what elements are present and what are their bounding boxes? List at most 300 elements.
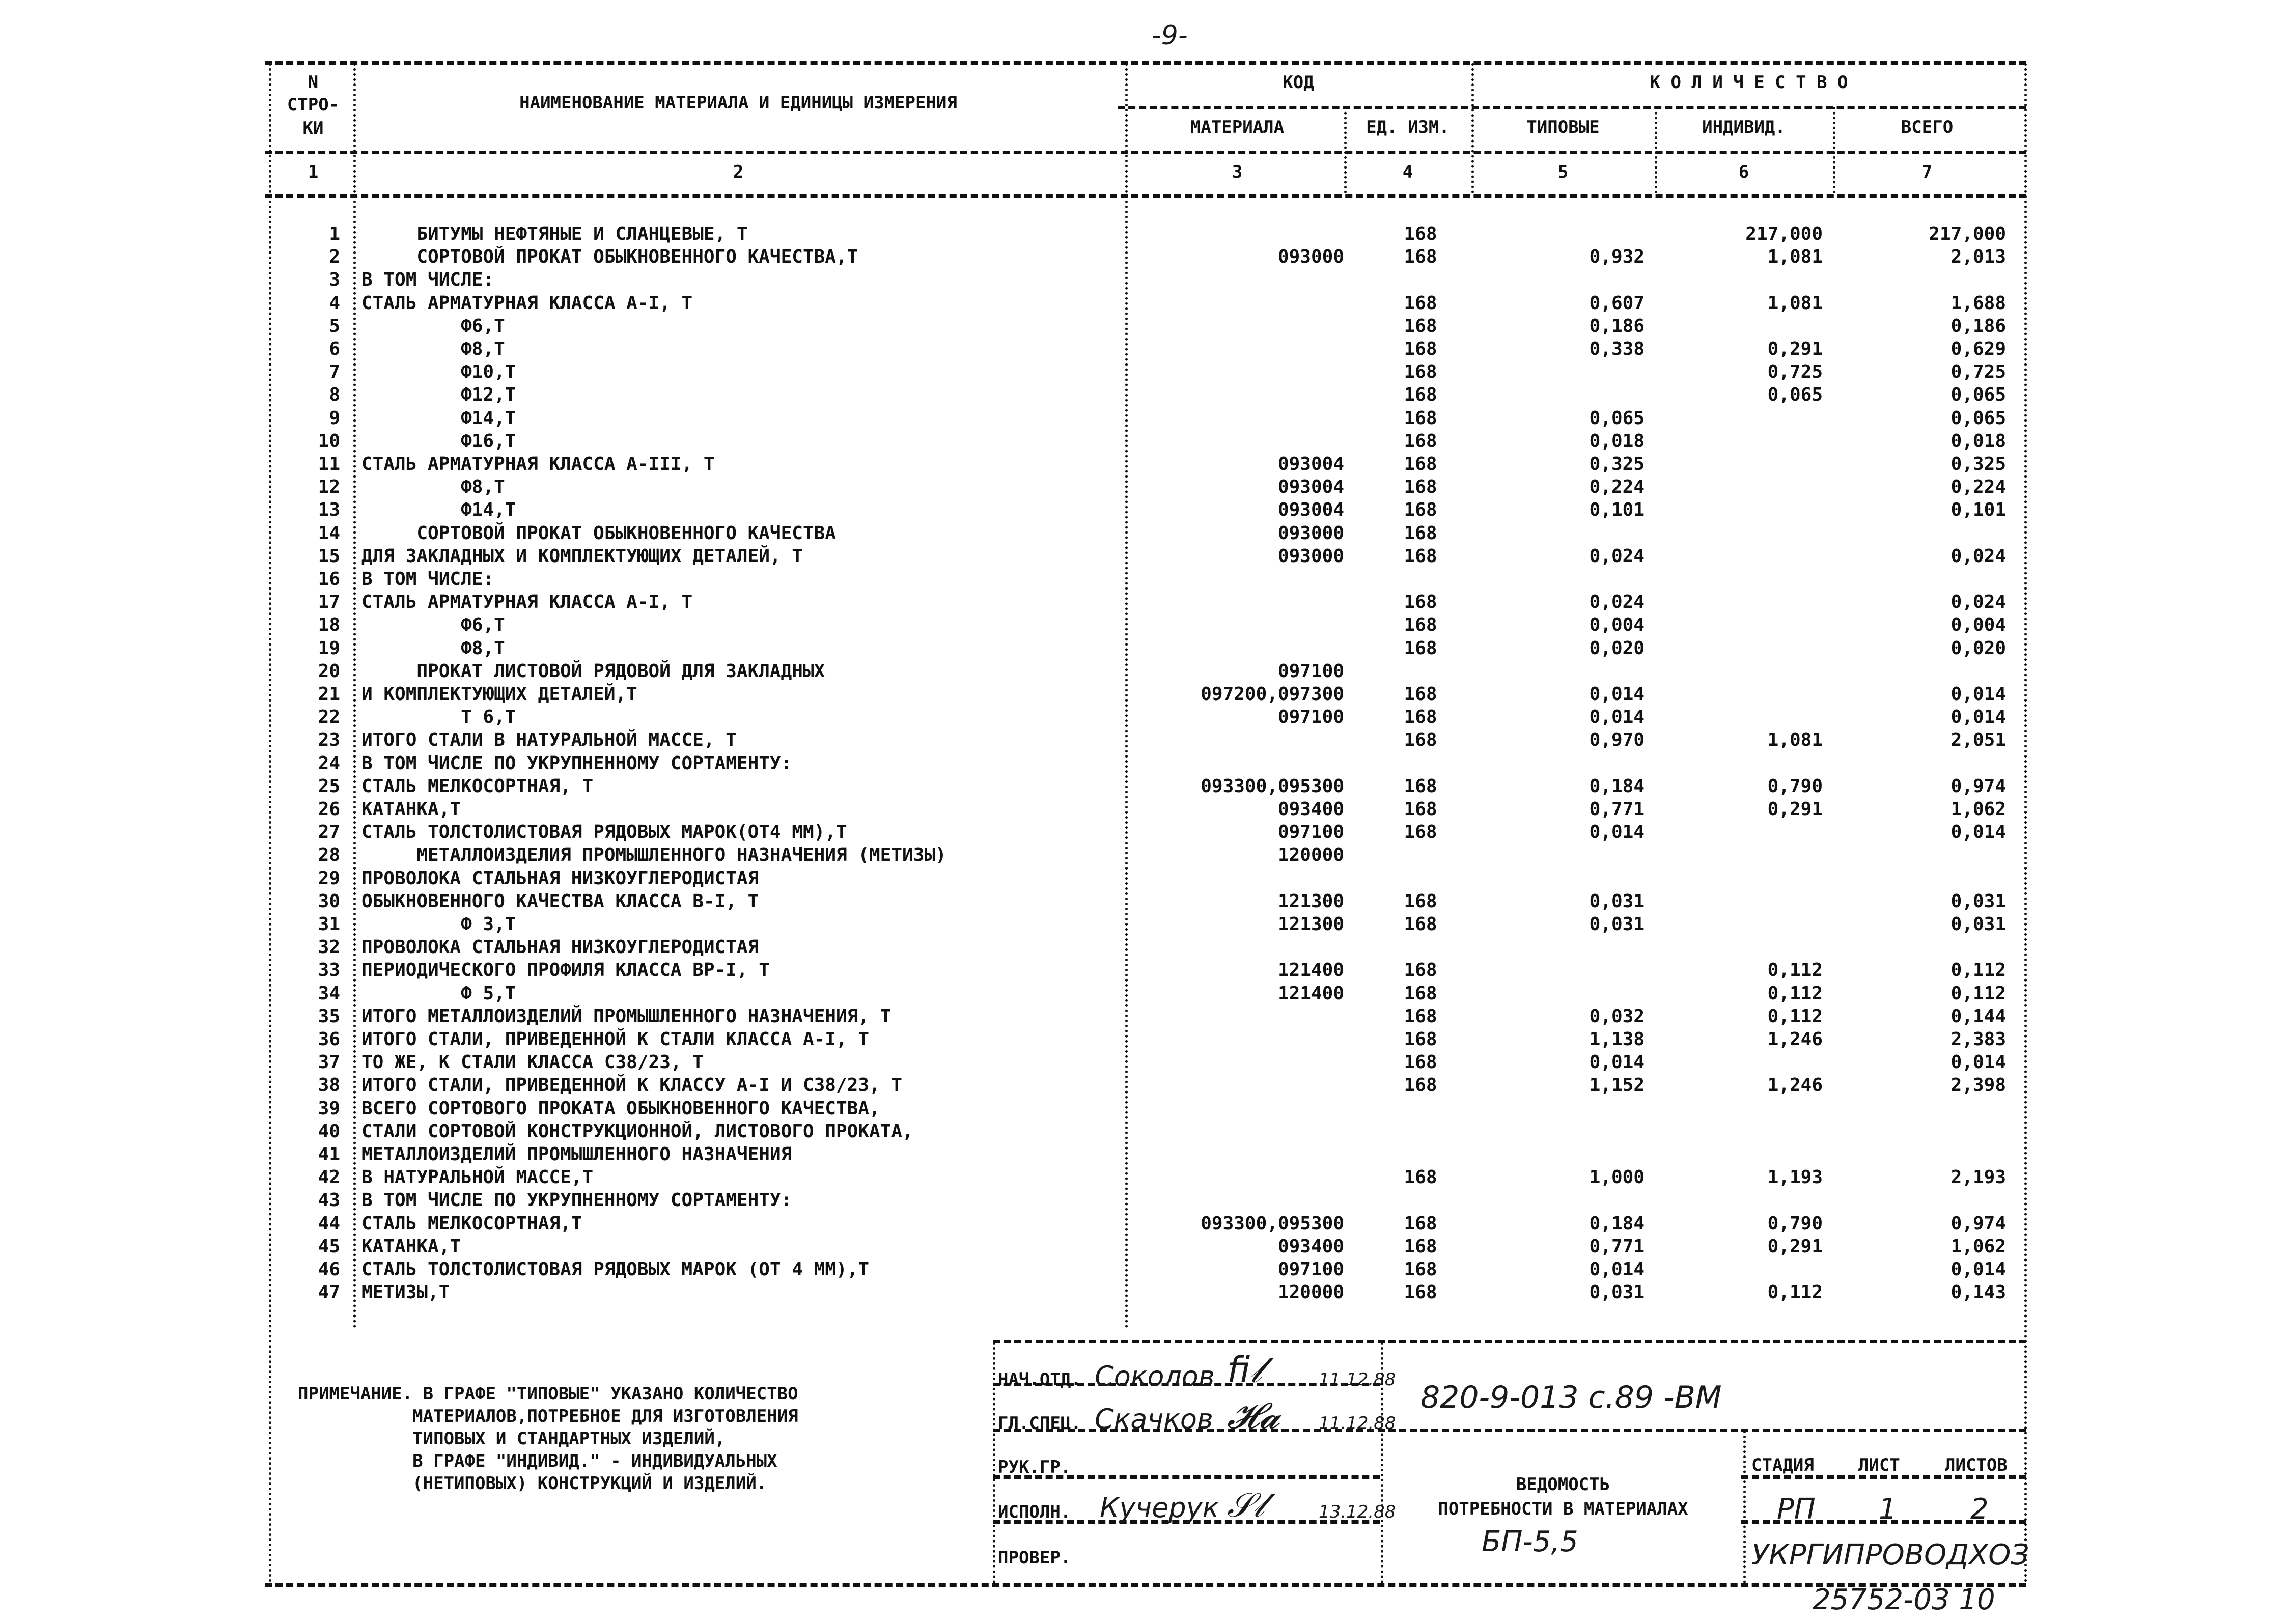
row-individual: 0,291 [1767, 1236, 1823, 1257]
group-head-label: РУК.ГР. [998, 1457, 1071, 1477]
table-row [0, 1121, 2285, 1143]
row-unit: 168 [1404, 522, 1437, 544]
row-individual: 1,081 [1767, 292, 1823, 314]
row-number: 44 [318, 1213, 340, 1234]
row-individual: 0,065 [1767, 384, 1823, 406]
row-unit: 168 [1404, 1075, 1437, 1096]
row-name: СОРТОВОЙ ПРОКАТ ОБЫКНОВЕННОГО КАЧЕСТВА [361, 522, 836, 544]
row-total: 1,062 [1950, 1236, 2006, 1257]
row-number: 36 [318, 1029, 340, 1050]
colnum-1: 1 [308, 162, 319, 182]
row-unit: 168 [1404, 292, 1437, 314]
row-unit: 168 [1404, 1282, 1437, 1303]
row-code: 093004 [1277, 499, 1344, 521]
row-unit: 168 [1404, 384, 1437, 406]
table-row [0, 890, 2285, 913]
row-typical: 0,101 [1589, 499, 1645, 521]
row-individual: 0,725 [1767, 361, 1823, 383]
table-row [0, 1258, 2285, 1281]
row-number: 47 [318, 1282, 340, 1303]
row-name: ИТОГО СТАЛИ В НАТУРАЛЬНОЙ МАССЕ, Т [361, 730, 737, 751]
head-dept-date: 11.12.88 [1319, 1369, 1396, 1390]
row-typical: 0,224 [1589, 477, 1645, 498]
row-number: 22 [318, 707, 340, 728]
row-individual: 0,112 [1767, 983, 1823, 1004]
row-total: 2,398 [1950, 1075, 2006, 1096]
colnum-6: 6 [1738, 162, 1749, 182]
row-code: 093400 [1277, 799, 1344, 820]
page-number: -9- [1152, 20, 1188, 51]
row-typical: 0,014 [1589, 1259, 1645, 1280]
table-row [0, 269, 2285, 291]
table-row [0, 522, 2285, 545]
row-name: МЕТАЛЛОИЗДЕЛИЙ ПРОМЫШЛЕННОГО НАЗНАЧЕНИЯ [361, 1144, 792, 1165]
row-total: 0,974 [1950, 775, 2006, 797]
executor-name: Кучерук [1100, 1492, 1219, 1524]
sheets-value: 2 [1970, 1493, 1989, 1526]
row-name: СТАЛЬ МЕЛКОСОРТНАЯ,Т [361, 1213, 582, 1234]
row-total: 0,325 [1950, 454, 2006, 474]
row-total: 0,974 [1950, 1213, 2006, 1234]
row-total: 217,000 [1929, 223, 2006, 244]
sheets-label: ЛИСТОВ [1945, 1455, 2008, 1475]
row-name: СТАЛИ СОРТОВОЙ КОНСТРУКЦИОННОЙ, ЛИСТОВОГО ПРОКАТА, [361, 1121, 913, 1142]
header-rowno-1: N [308, 72, 319, 93]
row-number: 46 [318, 1259, 340, 1280]
tb-left [993, 1342, 995, 1583]
table-row [0, 1143, 2285, 1166]
row-name: СТАЛЬ АРМАТУРНАЯ КЛАССА А-I, Т [361, 592, 693, 613]
row-total: 0,014 [1950, 1259, 2006, 1280]
table-top-border [265, 61, 2026, 65]
row-code: 121400 [1277, 983, 1344, 1004]
row-name: ОБЫКНОВЕННОГО КАЧЕСТВА КЛАССА В-I, Т [361, 890, 759, 912]
table-row [0, 1051, 2285, 1074]
row-unit: 168 [1404, 339, 1437, 359]
row-name: ИТОГО СТАЛИ, ПРИВЕДЕННОЙ К СТАЛИ КЛАССА А-I, Т [361, 1029, 869, 1050]
table-row [0, 591, 2285, 613]
head-dept-label: НАЧ.ОТД. [998, 1369, 1081, 1390]
row-name: СТАЛЬ АРМАТУРНАЯ КЛАССА А-I, Т [361, 292, 693, 314]
row-name: МЕТАЛЛОИЗДЕЛИЯ ПРОМЫШЛЕННОГО НАЗНАЧЕНИЯ (МЕТИЗЫ) [361, 845, 946, 866]
row-name: Ф6,Т [361, 315, 505, 337]
row-number: 17 [318, 592, 340, 613]
table-row [0, 660, 2285, 683]
row-total: 0,144 [1950, 1005, 2006, 1027]
row-number: 37 [318, 1052, 340, 1073]
row-code: 097100 [1277, 822, 1344, 843]
row-individual: 1,081 [1767, 246, 1823, 268]
row-unit: 168 [1404, 1167, 1437, 1188]
row-unit: 168 [1404, 246, 1437, 268]
row-number: 2 [329, 246, 340, 268]
row-code: 093000 [1277, 246, 1344, 268]
table-row [0, 1028, 2285, 1051]
row-typical: 0,970 [1589, 730, 1645, 751]
head-dept-signature: ﬁ𝓁 [1227, 1349, 1262, 1391]
header-name-title: НАИМЕНОВАНИЕ МАТЕРИАЛА И ЕДИНИЦЫ ИЗМЕРЕНИЯ [519, 93, 957, 113]
row-unit: 168 [1404, 637, 1437, 659]
row-individual: 0,790 [1767, 1213, 1823, 1234]
tb-stage-left [1743, 1431, 1746, 1583]
row-name: Ф6,Т [361, 614, 505, 636]
row-individual: 1,246 [1767, 1029, 1823, 1050]
colnum-2: 2 [733, 162, 744, 182]
executor-date: 13.12.88 [1319, 1502, 1396, 1522]
row-name: СТАЛЬ ТОЛСТОЛИСТОВАЯ РЯДОВЫХ МАРОК (ОТ 4 ММ),Т [361, 1259, 869, 1280]
row-typical: 0,065 [1589, 407, 1645, 429]
row-name: ПРОВОЛОКА СТАЛЬНАЯ НИЗКОУГЛЕРОДИСТАЯ [361, 867, 759, 889]
colnum-3: 3 [1232, 162, 1243, 182]
table-row [0, 983, 2285, 1005]
row-total: 0,014 [1950, 707, 2006, 728]
row-individual: 1,246 [1767, 1075, 1823, 1096]
note-line: (НЕТИПОВЫХ) КОНСТРУКЦИЙ И ИЗДЕЛИЙ. [298, 1473, 767, 1494]
row-number: 8 [329, 384, 340, 406]
header-rowno-2: СТРО- [287, 95, 340, 115]
row-name: ИТОГО СТАЛИ, ПРИВЕДЕННОЙ К КЛАССУ А-I И С38/23, Т [361, 1075, 903, 1096]
row-unit: 168 [1404, 407, 1437, 429]
row-name: ИТОГО МЕТАЛЛОИЗДЕЛИЙ ПРОМЫШЛЕННОГО НАЗНАЧЕНИЯ, Т [361, 1005, 891, 1027]
table-row [0, 844, 2285, 866]
row-total: 0,031 [1950, 914, 2006, 935]
header-rowno-3: КИ [302, 118, 324, 138]
row-number: 10 [318, 430, 340, 452]
row-individual: 1,193 [1767, 1167, 1823, 1188]
row-typical: 0,031 [1589, 914, 1645, 935]
row-individual: 0,291 [1767, 339, 1823, 359]
table-row [0, 476, 2285, 498]
row-number: 12 [318, 477, 340, 498]
table-row [0, 407, 2285, 430]
table-row [0, 959, 2285, 982]
row-code: 093300,095300 [1201, 775, 1344, 797]
colnum-4: 4 [1402, 162, 1413, 182]
row-total: 0,101 [1950, 499, 2006, 521]
note-line: ТИПОВЫХ И СТАНДАРТНЫХ ИЗДЕЛИЙ, [298, 1429, 726, 1449]
table-bottom-border [265, 1583, 2026, 1587]
row-number: 5 [329, 315, 340, 337]
row-total: 0,224 [1950, 477, 2006, 498]
row-name: Ф8,Т [361, 637, 505, 659]
row-total: 0,024 [1950, 545, 2006, 567]
qty-subheader-divider [1118, 106, 2026, 109]
row-unit: 168 [1404, 707, 1437, 728]
row-code: 121400 [1277, 960, 1344, 981]
row-typical: 0,771 [1589, 799, 1645, 820]
table-row [0, 338, 2285, 360]
row-name: БИТУМЫ НЕФТЯНЫЕ И СЛАНЦЕВЫЕ, Т [361, 223, 748, 244]
row-code: 120000 [1277, 1282, 1344, 1303]
row-total: 0,065 [1950, 384, 2006, 406]
row-total: 0,024 [1950, 592, 2006, 613]
row-number: 25 [318, 775, 340, 797]
row-name: КАТАНКА,Т [361, 799, 461, 820]
table-row [0, 315, 2285, 338]
row-total: 1,062 [1950, 799, 2006, 820]
row-unit: 168 [1404, 477, 1437, 498]
row-unit: 168 [1404, 499, 1437, 521]
table-row [0, 1098, 2285, 1120]
table-row [0, 1166, 2285, 1189]
row-total: 0,014 [1950, 684, 2006, 705]
table-row [0, 568, 2285, 591]
row-total: 0,629 [1950, 339, 2006, 359]
row-number: 28 [318, 845, 340, 866]
row-name: Ф 5,Т [361, 983, 516, 1004]
colnum-5: 5 [1557, 162, 1569, 182]
row-typical: 0,325 [1589, 454, 1645, 474]
row-typical: 1,000 [1589, 1167, 1645, 1188]
row-total: 0,725 [1950, 361, 2006, 383]
row-individual: 0,790 [1767, 775, 1823, 797]
document-code: 820-9-013 с.89 -ВМ [1420, 1380, 1722, 1415]
table-row [0, 913, 2285, 936]
table-row [0, 223, 2285, 245]
header-material: МАТЕРИАЛА [1190, 117, 1285, 137]
row-typical: 0,031 [1589, 1282, 1645, 1303]
row-number: 42 [318, 1167, 340, 1188]
table-row [0, 361, 2285, 383]
row-typical: 0,184 [1589, 1213, 1645, 1234]
row-number: 38 [318, 1075, 340, 1096]
row-unit: 168 [1404, 1236, 1437, 1257]
row-number: 34 [318, 983, 340, 1004]
row-number: 24 [318, 752, 340, 774]
row-number: 30 [318, 890, 340, 912]
row-unit: 168 [1404, 890, 1437, 912]
row-code: 097100 [1277, 707, 1344, 728]
table-row [0, 430, 2285, 453]
row-unit: 168 [1404, 430, 1437, 452]
row-name: СТАЛЬ АРМАТУРНАЯ КЛАССА А-III, Т [361, 454, 715, 474]
colnum-divider [265, 194, 2026, 198]
row-individual: 0,291 [1767, 799, 1823, 820]
row-name: Ф12,Т [361, 384, 516, 406]
row-unit: 168 [1404, 1259, 1437, 1280]
row-unit: 168 [1404, 315, 1437, 337]
object-name: БП-5,5 [1482, 1525, 1578, 1558]
row-number: 20 [318, 660, 340, 682]
row-unit: 168 [1404, 592, 1437, 613]
row-number: 29 [318, 867, 340, 889]
row-name: ПРОКАТ ЛИСТОВОЙ РЯДОВОЙ ДЛЯ ЗАКЛАДНЫХ [361, 660, 825, 682]
table-row [0, 246, 2285, 268]
row-unit: 168 [1404, 614, 1437, 636]
sheet-value: 1 [1879, 1493, 1897, 1526]
row-code: 097200,097300 [1201, 684, 1344, 705]
row-total: 0,014 [1950, 822, 2006, 843]
table-row [0, 292, 2285, 315]
row-name: В ТОМ ЧИСЛЕ ПО УКРУПНЕННОМУ СОРТАМЕНТУ: [361, 752, 792, 774]
document-title-1: ВЕДОМОСТЬ [1516, 1474, 1610, 1495]
row-name: Ф16,Т [361, 430, 516, 452]
row-typical: 0,607 [1589, 292, 1645, 314]
executor-signature: 𝒮𝓁 [1227, 1486, 1264, 1525]
row-unit: 168 [1404, 775, 1437, 797]
row-name: Ф14,Т [361, 407, 516, 429]
row-code: 093004 [1277, 454, 1344, 474]
row-total: 0,014 [1950, 1052, 2006, 1073]
row-typical: 0,014 [1589, 707, 1645, 728]
row-typical: 0,031 [1589, 890, 1645, 912]
table-row [0, 821, 2285, 844]
row-number: 6 [329, 339, 340, 359]
checker-label: ПРОВЕР. [998, 1548, 1071, 1568]
row-typical: 0,014 [1589, 822, 1645, 843]
row-total: 2,383 [1950, 1029, 2006, 1050]
row-name: И КОМПЛЕКТУЮЩИХ ДЕТАЛЕЙ,Т [361, 684, 637, 705]
row-number: 13 [318, 499, 340, 521]
table-row [0, 384, 2285, 406]
row-name: ТО ЖЕ, К СТАЛИ КЛАССА С38/23, Т [361, 1052, 704, 1073]
table-row [0, 545, 2285, 568]
row-code: 121300 [1277, 914, 1344, 935]
row-unit: 168 [1404, 1005, 1437, 1027]
header-typical: ТИПОВЫЕ [1526, 117, 1600, 137]
header-qty-title: К О Л И Ч Е С Т В О [1650, 72, 1848, 93]
row-individual: 1,081 [1767, 730, 1823, 751]
row-name: ПЕРИОДИЧЕСКОГО ПРОФИЛЯ КЛАССА ВР-I, Т [361, 960, 770, 981]
row-name: СТАЛЬ ТОЛСТОЛИСТОВАЯ РЯДОВЫХ МАРОК(ОТ4 ММ),Т [361, 822, 847, 843]
row-unit: 168 [1404, 799, 1437, 820]
row-individual: 0,112 [1767, 1282, 1823, 1303]
row-typical: 0,014 [1589, 684, 1645, 705]
row-total: 2,051 [1950, 730, 2006, 751]
row-total: 0,065 [1950, 407, 2006, 429]
table-row [0, 775, 2285, 798]
row-total: 0,143 [1950, 1282, 2006, 1303]
table-row [0, 936, 2285, 959]
row-number: 40 [318, 1121, 340, 1142]
header-unit: ЕД. ИЗМ. [1366, 117, 1450, 137]
archive-number: 25752-03 10 [1813, 1583, 1995, 1616]
row-number: 41 [318, 1144, 340, 1165]
row-unit: 168 [1404, 960, 1437, 981]
row-unit: 168 [1404, 361, 1437, 383]
table-row [0, 614, 2285, 636]
row-typical: 1,152 [1589, 1075, 1645, 1096]
row-individual: 217,000 [1745, 223, 1823, 244]
row-unit: 168 [1404, 1029, 1437, 1050]
executor-label: ИСПОЛН. [998, 1502, 1071, 1522]
row-name: ПРОВОЛОКА СТАЛЬНАЯ НИЗКОУГЛЕРОДИСТАЯ [361, 937, 759, 958]
table-row [0, 752, 2285, 775]
row-typical: 0,024 [1589, 592, 1645, 613]
row-typical: 0,024 [1589, 545, 1645, 567]
row-number: 39 [318, 1098, 340, 1119]
row-name: Ф8,Т [361, 339, 505, 359]
row-unit: 168 [1404, 1052, 1437, 1073]
row-name: Ф8,Т [361, 477, 505, 498]
table-row [0, 1074, 2285, 1097]
row-name: ВСЕГО СОРТОВОГО ПРОКАТА ОБЫКНОВЕННОГО КАЧЕСТВА, [361, 1098, 880, 1119]
row-number: 19 [318, 637, 340, 659]
row-typical: 0,184 [1589, 775, 1645, 797]
table-row [0, 1236, 2285, 1258]
chief-spec-label: ГЛ.СПЕЦ. [998, 1413, 1081, 1434]
table-row [0, 637, 2285, 660]
row-number: 11 [318, 454, 340, 474]
table-row [0, 1281, 2285, 1304]
row-name: В ТОМ ЧИСЛЕ: [361, 569, 494, 590]
table-row [0, 1213, 2285, 1235]
stage-value: РП [1777, 1493, 1816, 1526]
row-name: Ф 3,Т [361, 914, 516, 935]
table-row [0, 453, 2285, 475]
row-number: 9 [329, 407, 340, 429]
row-number: 1 [329, 223, 340, 244]
table-row [0, 867, 2285, 890]
row-total: 0,004 [1950, 614, 2006, 636]
colnum-7: 7 [1921, 162, 1933, 182]
header-divider [265, 151, 2026, 154]
row-number: 45 [318, 1236, 340, 1257]
organization: УКРГИПРОВОДХОЗ [1751, 1538, 2029, 1572]
row-total: 0,020 [1950, 637, 2006, 659]
row-name: КАТАНКА,Т [361, 1236, 461, 1257]
row-individual: 0,112 [1767, 1005, 1823, 1027]
tb-row-stage [1741, 1475, 2026, 1479]
row-number: 3 [329, 269, 340, 291]
row-code: 120000 [1277, 845, 1344, 866]
table-row [0, 1005, 2285, 1028]
row-number: 7 [329, 361, 340, 383]
row-name: СТАЛЬ МЕЛКОСОРТНАЯ, Т [361, 775, 594, 797]
row-number: 32 [318, 937, 340, 958]
row-number: 35 [318, 1005, 340, 1027]
row-unit: 168 [1404, 684, 1437, 705]
row-typical: 0,018 [1589, 430, 1645, 452]
row-name: МЕТИЗЫ,Т [361, 1282, 450, 1303]
table-row [0, 706, 2285, 729]
row-total: 0,112 [1950, 960, 2006, 981]
row-number: 21 [318, 684, 340, 705]
row-individual: 0,112 [1767, 960, 1823, 981]
row-total: 0,018 [1950, 430, 2006, 452]
row-total: 1,688 [1950, 292, 2006, 314]
row-unit: 168 [1404, 822, 1437, 843]
row-typical: 0,771 [1589, 1236, 1645, 1257]
row-number: 31 [318, 914, 340, 935]
row-total: 0,112 [1950, 983, 2006, 1004]
chief-spec-signature: 𝓗𝓪 [1227, 1395, 1280, 1437]
note-line: ПРИМЕЧАНИЕ. В ГРАФЕ "ТИПОВЫЕ" УКАЗАНО КОЛИЧЕСТВО [298, 1384, 798, 1404]
table-row [0, 1189, 2285, 1212]
row-name: СОРТОВОЙ ПРОКАТ ОБЫКНОВЕННОГО КАЧЕСТВА,Т [361, 246, 858, 268]
table-row [0, 683, 2285, 706]
row-name: В ТОМ ЧИСЛЕ ПО УКРУПНЕННОМУ СОРТАМЕНТУ: [361, 1190, 792, 1211]
row-number: 4 [329, 292, 340, 314]
header-code-title: КОД [1283, 72, 1314, 93]
row-unit: 168 [1404, 223, 1437, 244]
note-line: МАТЕРИАЛОВ,ПОТРЕБНОЕ ДЛЯ ИЗГОТОВЛЕНИЯ [298, 1406, 798, 1426]
row-number: 16 [318, 569, 340, 590]
row-name: В ТОМ ЧИСЛЕ: [361, 269, 494, 291]
row-number: 14 [318, 522, 340, 544]
row-unit: 168 [1404, 914, 1437, 935]
table-row [0, 729, 2285, 751]
document-title-2: ПОТРЕБНОСТИ В МАТЕРИАЛАХ [1438, 1499, 1688, 1519]
row-typical: 0,032 [1589, 1005, 1645, 1027]
row-typical: 0,020 [1589, 637, 1645, 659]
chief-spec-date: 11.12.88 [1319, 1413, 1396, 1434]
row-typical: 0,014 [1589, 1052, 1645, 1073]
row-typical: 0,186 [1589, 315, 1645, 337]
sheet-label: ЛИСТ [1858, 1455, 1900, 1475]
row-typical: 0,004 [1589, 614, 1645, 636]
row-name: В НАТУРАЛЬНОЙ МАССЕ,Т [361, 1167, 594, 1188]
